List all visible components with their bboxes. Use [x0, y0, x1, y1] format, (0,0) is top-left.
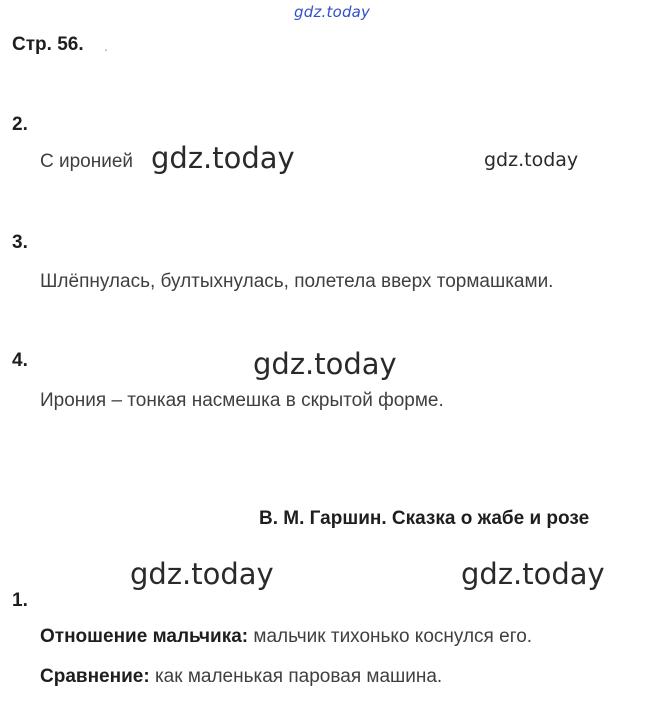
- section-line-label: Отношение мальчика:: [40, 626, 249, 647]
- watermark: gdz.today: [151, 141, 295, 175]
- item-number: 3.: [12, 232, 28, 253]
- section-item-number: 1.: [12, 590, 28, 611]
- watermark: gdz.today: [461, 557, 605, 591]
- page-label: Стр. 56.: [12, 34, 84, 55]
- top-watermark: gdz.today: [294, 3, 371, 21]
- item-answer: Ирония – тонкая насмешка в скрытой форме.: [40, 390, 444, 411]
- item-number: 4.: [12, 350, 28, 371]
- section-line-label: Сравнение:: [40, 666, 150, 687]
- watermark: gdz.today: [130, 557, 274, 591]
- item-answer: С иронией: [40, 151, 134, 172]
- watermark: gdz.today: [484, 149, 579, 171]
- watermark: gdz.today: [253, 347, 397, 381]
- page-label-tail: .: [104, 38, 108, 54]
- section-line: [40, 626, 532, 648]
- section-line-text: мальчик тихонько коснулся его.: [248, 626, 533, 647]
- item-answer: Шлёпнулась, бултыхнулась, полетела вверх тормашками.: [40, 271, 554, 292]
- item-number: 2.: [12, 114, 28, 135]
- section-title: В. М. Гаршин. Сказка о жабе и розе: [259, 508, 590, 529]
- section-line-text: как маленькая паровая машина.: [149, 666, 443, 687]
- section-line: [40, 666, 442, 688]
